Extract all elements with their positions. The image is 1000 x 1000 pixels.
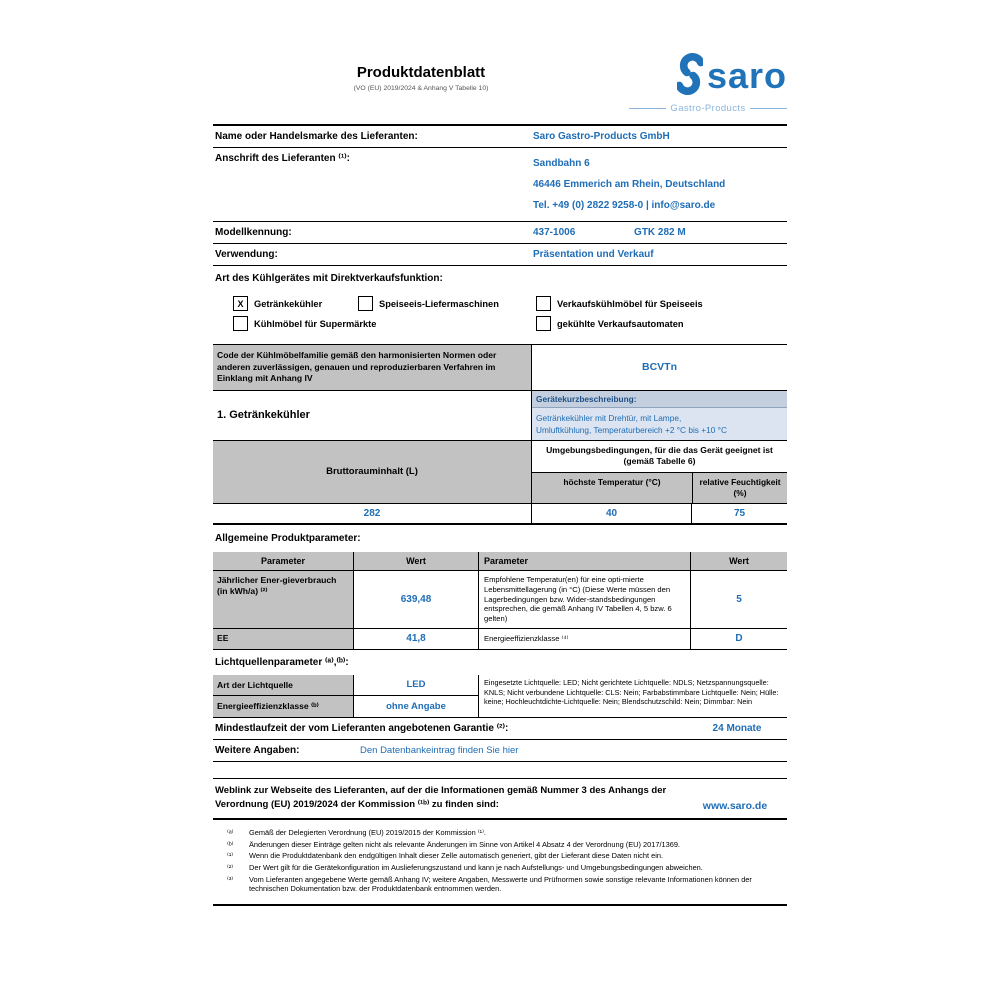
page-subtitle: (VO (EU) 2019/2024 & Anhang V Tabelle 10)	[353, 85, 489, 92]
annual-energy-value: 639,48	[400, 593, 432, 605]
usage-label: Verwendung:	[215, 249, 278, 260]
energy-class-label: Energieeffizienzklasse ⁽⁴⁾	[478, 629, 690, 649]
address-line-2: 46446 Emmerich am Rhein, Deutschland	[533, 179, 726, 190]
checkbox-getraenkekuehler[interactable]	[233, 296, 358, 311]
gross-volume-label: Bruttorauminhalt (L)	[213, 441, 531, 503]
general-params-table	[213, 552, 787, 650]
sheet-header	[213, 52, 787, 114]
footnote-2: ⁽²⁾ Der Wert gilt für die Gerätekonfiguration im Auslieferungszustand und kann je nach Aufstellungs- und Umgebungsbedingungen abweichen.	[227, 863, 703, 873]
supplier-address-label: Anschrift des Lieferanten ⁽¹⁾:	[215, 153, 350, 164]
logo-rule-left	[629, 108, 666, 109]
weblink-label: Weblink zur Webseite des Lieferanten, auf der die Informationen gemäß Nummer 3 des Anhangs der Verordnung (EU) 2019/2024 der Kommission ⁽¹ᵇ⁾ zu finden sind:	[215, 784, 667, 810]
row-supplier-address	[213, 148, 787, 222]
warranty-label: Mindestlaufzeit der vom Lieferanten angebotenen Garantie ⁽²⁾:	[215, 722, 509, 734]
params-header-row	[213, 552, 787, 571]
row-volume-values	[213, 504, 787, 525]
checkbox-icon[interactable]	[358, 296, 373, 311]
row-model	[213, 222, 787, 244]
device-short-desc-line2: Umluftkühlung, Temperaturbereich +2 °C bis +10 °C	[536, 424, 727, 435]
row-family-code	[213, 345, 787, 391]
light-type-value: LED	[353, 675, 478, 695]
checkbox-icon[interactable]	[536, 296, 551, 311]
checkbox-label: Verkaufskühlmöbel für Speiseeis	[557, 298, 703, 309]
weblink-url[interactable]: www.saro.de	[702, 800, 768, 813]
product-datasheet	[213, 52, 787, 906]
row-additional-info	[213, 740, 787, 762]
params-row-ee	[213, 629, 787, 649]
model-label: Modellkennung:	[215, 227, 292, 238]
humidity-label: relative Feuchtigkeit (%)	[692, 473, 787, 503]
col-value-1: Wert	[353, 552, 478, 570]
recommended-temp-label: Empfohlene Temperatur(en) für eine opti-mierte Lebensmittellagerung (in °C) (Diese Werte müssen den Lagerbedingungen bzw. Wider-standsbedingungen entsprechen, die gemäß Anhang IV Tabellen 4, 5 bzw. 6 gelten)	[478, 571, 690, 628]
address-line-1: Sandbahn 6	[533, 158, 590, 169]
additional-info-link[interactable]: Den Datenbankeintrag finden Sie hier	[360, 744, 519, 756]
footnotes	[213, 820, 787, 906]
page-title: Produktdatenblatt	[356, 64, 486, 81]
checkbox-icon[interactable]: X	[233, 296, 248, 311]
recommended-temp-value: 5	[736, 593, 742, 605]
supplier-name-label: Name oder Handelsmarke des Lieferanten:	[215, 131, 418, 142]
row-weblink	[213, 778, 787, 821]
general-params-label: Allgemeine Produktparameter:	[215, 532, 361, 544]
checkbox-label: Kühlmöbel für Supermärkte	[254, 318, 377, 329]
checkbox-verkaufsautomaten[interactable]	[536, 316, 766, 331]
max-temperature-value: 40	[531, 504, 691, 523]
footnote-b: ⁽ᵇ⁾ Änderungen dieser Einträge gelten nicht als relevante Änderungen im Sinne von Artikel 4 Absatz 4 der Verordnung (EU) 2017/1369.	[227, 839, 680, 849]
saro-logo	[629, 52, 787, 114]
light-params-table	[213, 675, 787, 718]
light-class-row	[213, 696, 478, 717]
address-line-3: Tel. +49 (0) 2822 9258-0 | info@saro.de	[533, 200, 716, 211]
datasheet-table	[213, 124, 787, 762]
logo-tagline: Gastro-Products	[670, 103, 746, 114]
saro-s-icon	[677, 52, 703, 101]
gross-volume-value: 282	[363, 507, 381, 519]
additional-info-label: Weitere Angaben:	[215, 744, 300, 756]
checkbox-label: Speiseeis-Liefermaschinen	[379, 298, 499, 309]
family-code-label: Code der Kühlmöbelfamilie gemäß den harmonisierten Normen oder anderen zuverlässigen, genauen und reproduzierbaren Verfahren im Einklang mit Anhang IV	[213, 345, 531, 390]
row-cooler-description	[213, 391, 787, 441]
checkbox-kuehlmoebel-supermaerkte[interactable]	[233, 316, 536, 331]
ee-value: 41,8	[406, 633, 426, 645]
row-device-type	[213, 266, 787, 345]
max-temperature-label: höchste Temperatur (°C)	[532, 473, 692, 503]
logo-rule-right	[750, 108, 787, 109]
family-code-value: BCVTn	[531, 345, 787, 390]
row-volume-ambient	[213, 441, 787, 504]
logo-brand-text: saro	[706, 55, 787, 97]
light-class-label: Energieeffizienzklasse ⁽ᵇ⁾	[213, 696, 353, 717]
checkbox-icon[interactable]	[536, 316, 551, 331]
ee-label: EE	[213, 629, 353, 649]
footnote-a: ⁽ᵃ⁾ Gemäß der Delegierten Verordnung (EU) 2019/2015 der Kommission ⁽¹⁾.	[227, 828, 486, 838]
cooler-section-title: 1. Getränkekühler	[217, 409, 310, 422]
light-type-row	[213, 675, 478, 696]
checkbox-speiseeis-liefermaschinen[interactable]	[358, 296, 536, 311]
light-note: Eingesetzte Lichtquelle: LED; Nicht gerichtete Lichtquelle: NDLS; Netzspannungsquelle: KNLS; Nicht verbundene Lichtquelle: CLS: Nein; Farbabstimmbare Lichtquelle: Nein; Hülle: keine; Hochleuchtdichte-Lichtquelle: Nein; Blendschutzschild: Nein; Dimmbar: Nein	[478, 675, 787, 717]
usage-value: Präsentation und Verkauf	[533, 249, 654, 260]
col-value-2: Wert	[690, 552, 787, 570]
energy-class-value: D	[735, 633, 743, 645]
col-parameter-2: Parameter	[478, 552, 690, 570]
warranty-value: 24 Monate	[712, 722, 762, 734]
footnote-1: ⁽¹⁾ Wenn die Produktdatenbank den endgültigen Inhalt dieser Zelle automatisch generiert, gibt der Lieferant diese Daten nicht ein.	[227, 851, 664, 861]
row-supplier-name	[213, 126, 787, 148]
ambient-conditions-label: Umgebungsbedingungen, für die das Gerät geeignet ist (gemäß Tabelle 6)	[532, 441, 787, 473]
checkbox-label: Getränkekühler	[254, 298, 323, 309]
params-row-energy	[213, 571, 787, 629]
footnote-3: ⁽³⁾ Vom Lieferanten angegebene Werte gemäß Anhang IV; weitere Angaben, Messwerte und Prüfnormen sowie sonstige relevante Informationen können der technischen Dokumentation bzw. der Produktdatenbank entnommen werden.	[227, 874, 752, 894]
annual-energy-label: Jährlicher Ener-gieverbrauch (in kWh/a) ⁽²⁾	[213, 571, 353, 628]
model-number: 437-1006	[533, 227, 576, 238]
checkbox-icon[interactable]	[233, 316, 248, 331]
light-params-label: Lichtquellenparameter ⁽ᵃ⁾,⁽ᵇ⁾:	[215, 656, 349, 668]
device-short-desc-header: Gerätekurzbeschreibung:	[532, 391, 787, 408]
row-usage	[213, 244, 787, 266]
supplier-name-value: Saro Gastro-Products GmbH	[533, 131, 670, 142]
model-name: GTK 282 M	[634, 227, 686, 238]
checkbox-label: gekühlte Verkaufsautomaten	[557, 318, 684, 329]
light-type-label: Art der Lichtquelle	[213, 675, 353, 695]
device-type-label: Art des Kühlgerätes mit Direktverkaufsfunktion:	[215, 273, 443, 284]
col-parameter-1: Parameter	[260, 555, 306, 566]
row-warranty	[213, 718, 787, 740]
light-class-value: ohne Angabe	[353, 696, 478, 717]
checkbox-verkaufskuehlmoebel[interactable]	[536, 296, 766, 311]
device-short-desc-line1: Getränkekühler mit Drehtür, mit Lampe,	[536, 412, 682, 423]
humidity-value: 75	[691, 504, 787, 523]
